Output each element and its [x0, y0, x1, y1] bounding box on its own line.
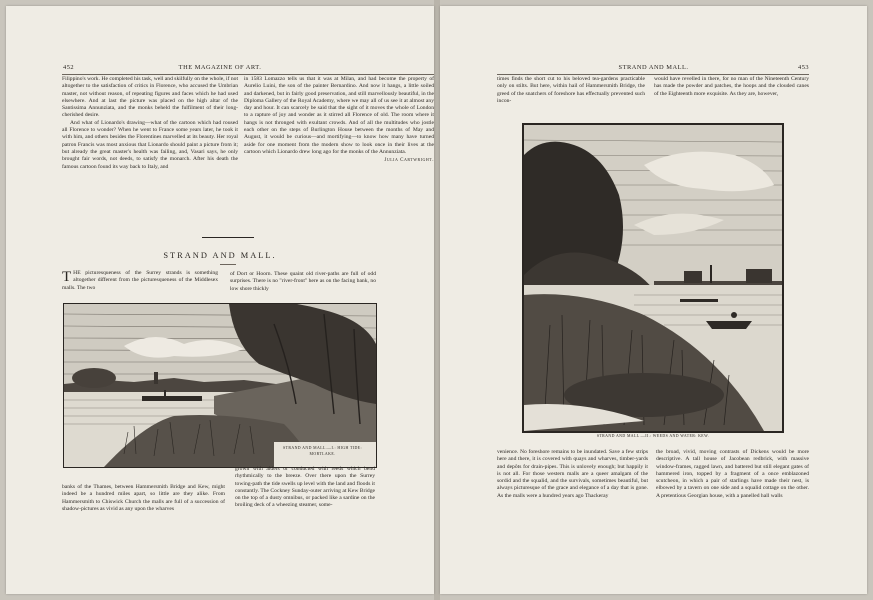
paragraph: in 1583 Lomazzo tells us that it was at Milan, and had become the property of Aurelio Luini, the son of the painter Bernardino. And now it hangs, a little soiled and darkened, but in fairly good preservation, and still marvellously beautiful, in the Diploma Gallery of the Royal Academy, where we may all of us see it at almost any day and hour. It can scarcely be said that the sight of it moves the whole of London to a rapture of joy and wonder as it stirred all Florence of old. The room where it hangs is not thronged with exultant crowds. And of all the multitudes who jostle each other on the steps of Burlington House between the months of May and August, it would be curious—and mortifying—to know how many have turned aside for one moment from the modern show to look once in their lives at the cartoon which Lionardo drew long ago for the monks of the Annunziata.: [244, 76, 434, 155]
paragraph: venience. No foreshore remains to be inundated. Save a few strips here and there, it is covered with quays and wharves, timber-yards and depôts for drain-pipes. This is unlovely enough; but happily it is not all. For those western malls are a queer amalgam of the sordid and the squalid, and the survivals, sometimes beautiful, but always picturesque of the grace and elegance of a day that is gone. As the malls were a hundred years ago Thackeray: [497, 449, 648, 499]
paragraph: banks of the Thames, between Hammersmith Bridge and Kew, might indeed be a hundred miles apart, so little are they alike. From Hammersmith to Chiswick Church the malls are full of a succession of shadow-pictures as vivid as any upon the wharves: [62, 484, 225, 512]
engraving-high-tide-mortlake: [63, 303, 377, 468]
drop-cap: T: [62, 269, 72, 285]
figure-caption-2: STRAND AND MALL.—II.: WEEDS AND WATER: KEW.: [596, 434, 710, 438]
intro-column-2: [230, 271, 376, 293]
left-top-column-2: [244, 76, 434, 165]
right-page: [440, 6, 867, 594]
paragraph: the broad, vivid, moving contrasts of Dickens would be more descriptive. A tall house of Jacobean redbrick, with massive window-frames, ragged lawn, and battered but still elegant gates of hammered iron, topped by a fragment of a once emblazoned scutcheon, in which a pair of starlings have made their nest, is elbowed by a tavern on one side and a squalid cottage on the other. A pretentious Georgian house, with a panelled hall walls: [656, 449, 809, 499]
header-rule: [497, 74, 809, 75]
paragraph: times finds the short cut to his beloved tea-gardens practicable only on stilts. But here, within hail of Hammersmith Bridge, the greed of the snatchers of foreshore has effectually prevented such incon-: [497, 76, 645, 104]
intro-column-1: [62, 270, 218, 292]
right-top-column-1: [497, 76, 645, 105]
left-bottom-column-1: [62, 484, 225, 513]
paragraph: grown with alders or conducted with reeds which bend rhythmically to the breeze. Over there upon the Surrey towing-path the tide swells up level with the land and floods it constantly. The Cockney Sunday-outer arriving at Kew Bridge on the top of a dusty omnibus, or packed like a sardine on the broiling deck of a wheezing steamer, some-: [235, 466, 375, 509]
figure-caption-1: STRAND AND MALL.—I.: HIGH TIDE: MORTLAKE.: [283, 446, 362, 456]
paragraph: would have revelled in there, for no man of the Nineteenth Century has made the powder and patches, the hoops and the clouded canes of the Eighteenth more exquisite. As they are, however,: [654, 76, 809, 97]
left-top-column-1: [62, 76, 238, 171]
paragraph: Filippino's work. He completed his task, well and skilfully on the whole, if not altogether to the satisfaction of critics in Florence, who accused the Umbrian master, not without reason, of repeating figures and faces which he had used elsewhere. And at last the picture was placed on the high altar of the Santissima Annunziata, and the monks beheld the fulfilment of their long-cherished desire.: [62, 76, 238, 119]
left-page-number: 452: [63, 64, 75, 71]
paragraph: And what of Lionardo's drawing—what of the cartoon which had roused all Florence to wonder? When he went to France some years later, he took it with him, and others besides the Florentines marvelled at its beauty. Her royal patron Francis was most anxious that Lionardo should paint a picture from it; but already the great master's health was failing, and, Vasari says, he only brought fair words, not deeds, to satisfy the monarch. After his death the famous cartoon found its way back to Italy, and: [62, 119, 238, 170]
paragraph: of Dort or Hoorn. These quaint old river-paths are full of odd surprises. There is no "river-front" here as on the facing bank, no low shore thickly: [230, 271, 376, 292]
paragraph: HE picturesqueness of the Surrey strands is something altogether different from the picturesqueness of the Middlesex malls. The two: [62, 270, 218, 291]
right-bottom-column-2: [656, 449, 809, 500]
header-rule: [62, 74, 434, 75]
section-ornament: [202, 237, 254, 238]
left-bottom-column-2-upper: [235, 466, 375, 510]
right-page-number: 453: [798, 64, 810, 71]
title-ornament: [220, 264, 236, 265]
right-bottom-column-1: [497, 449, 648, 500]
left-page: [6, 6, 434, 594]
right-running-head: STRAND AND MALL.: [618, 64, 689, 71]
author-signature: Julia Cartwright.: [384, 158, 434, 164]
engraving-illustration: [524, 125, 782, 431]
left-running-head: THE MAGAZINE OF ART.: [178, 64, 262, 71]
engraving-weeds-and-water-kew: [522, 123, 784, 433]
engraving-illustration: [64, 304, 376, 467]
article-title: STRAND AND MALL.: [163, 251, 277, 260]
right-top-column-2: [654, 76, 809, 98]
